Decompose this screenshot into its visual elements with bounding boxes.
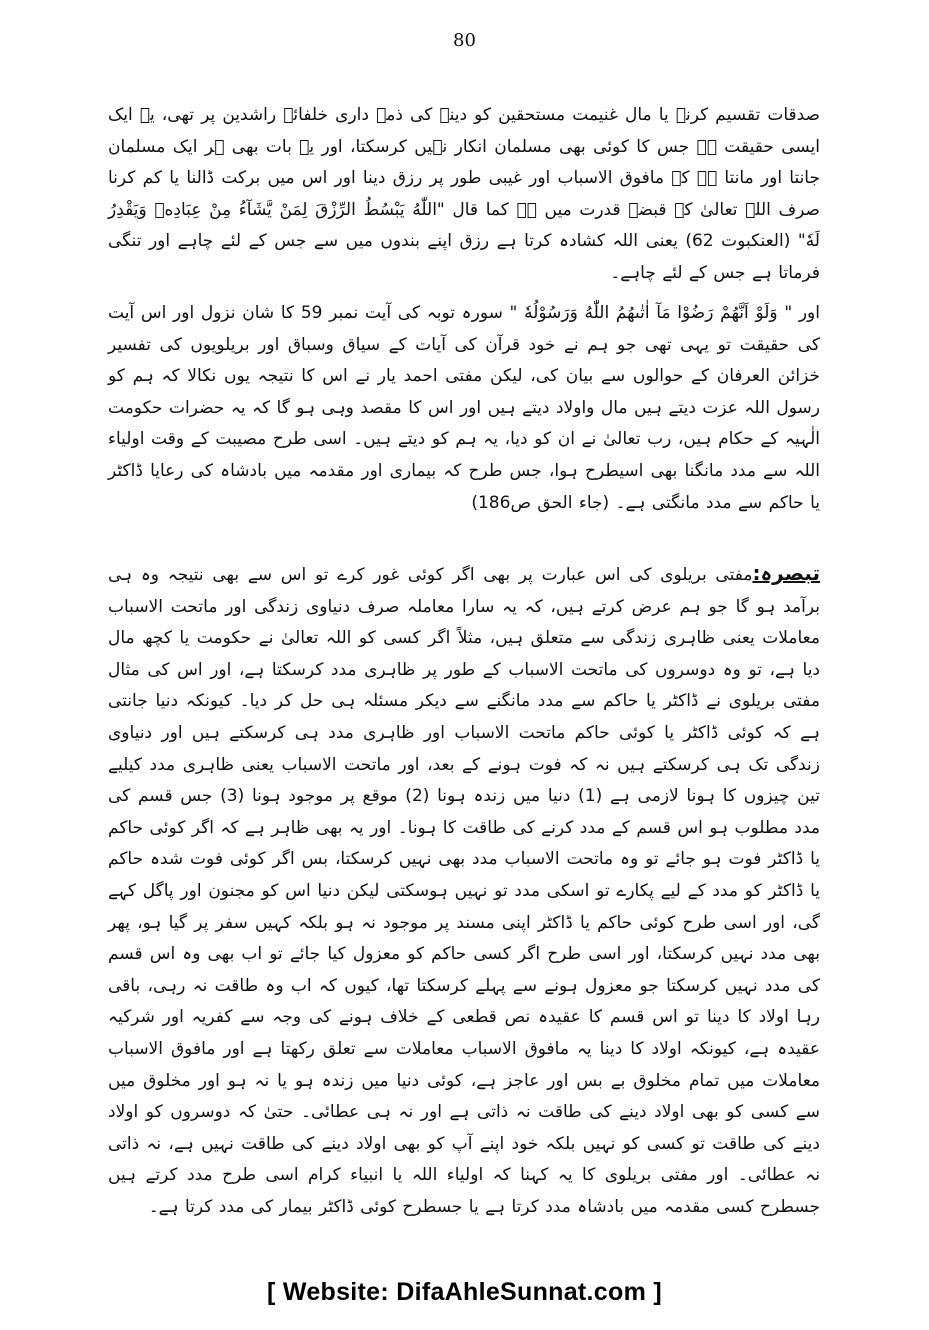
website-footer: [ Website: DifaAhleSunnat.com ] <box>267 1278 662 1306</box>
paragraph-body <box>108 558 820 1223</box>
tabsira-label: تبصرہ: <box>752 561 820 585</box>
page-number: 80 <box>453 30 476 51</box>
paragraph-tabsira <box>108 558 820 1223</box>
paragraph-surah-tawbah <box>108 298 820 519</box>
paragraph-sadaqat <box>108 100 820 290</box>
paragraph-text: اور " وَلَوْ اَنَّهُمْ رَضُوْا مَآ اٰتٰىهُمُ اللّٰهُ وَرَسُوْلُهٗ " سورہ توبہ کی آیت نمبر 59 کا شان نزول اور اس آیت کی حقیقت تو یہی تھی جو ہم نے خود قرآن کی آیات کے سیاق وسباق اور بریلویوں کی تفسیر خزائن العرفان کے حوالوں سے بیان کی، لیکن مفتی احمد یار نے اس کا نتیجہ یوں نکالا کہ ہم کو رسول اللہ عزت دیتے ہیں مال واولاد دیتے ہیں اور اس کا مقصد وہی ہو گا کہ یہ حضرات حکومت الٰہیہ کے حکام ہیں، رب تعالیٰ نے ان کو دیا، یہ ہم کو دیتے ہیں۔ اسی طرح مصیبت کے وقت اولیاء اللہ سے مدد مانگنا بھی اسیطرح ہوا، جس طرح کہ بیماری اور مقدمہ میں بادشاہ کی رعایا ڈاکٹر یا حاکم سے مدد مانگتی ہے۔ (جاء الحق ص186) <box>108 303 820 513</box>
paragraph-text: مفتی بریلوی کی اس عبارت پر بھی اگر کوئی غور کرے تو اس سے بھی نتیجہ وہ ہی برآمد ہو گا جو ہم عرض کرتے ہیں، کہ یہ سارا معاملہ صرف دنیاوی زندگی اور ماتحت الاسباب معاملات یعنی ظاہری زندگی سے متعلق ہیں، مثلاً اگر کسی کو اللہ تعالیٰ نے حکومت یا کچھ مال دیا ہے، تو وہ دوسروں کی ماتحت الاسباب کے طور پر ظاہری مدد کرسکتا ہے، اور اس کی مثال مفتی بریلوی نے ڈاکٹر یا حاکم سے مدد مانگنے سے دیکر مسئلہ ہی حل کر دیا۔ کیونکہ دنیا جانتی ہے کہ کوئی ڈاکٹر یا کوئی حاکم ماتحت الاسباب اور ظاہری مدد ہی کرسکتے ہیں اور دنیاوی زندگی تک ہی کرسکتے ہیں نہ کہ فوت ہونے کے بعد، اور ماتحت الاسباب یعنی ظاہری مدد کیلیے تین چیزوں کا ہونا لازمی ہے (1) دنیا میں زندہ ہونا (2) موقع پر موجود ہونا (3) جس قسم کی مدد مطلوب ہو اس قسم کے مدد کرنے کی طاقت کا ہونا۔ اور یہ بھی ظاہر ہے کہ اگر کوئی حاکم یا ڈاکٹر فوت ہو جائے تو وہ ماتحت الاسباب مدد بھی نہیں کرسکتا، بس اگر کوئی فوت شدہ حاکم یا ڈاکٹر کو مدد کے لیے پکارے تو اسکی مدد تو نہیں ہوسکتی لیکن دنیا اس کو مجنون اور پاگل کہے گی، اور اسی طرح کوئی حاکم یا ڈاکٹر اپنی مسند پر موجود نہ ہو بلکہ کہیں سفر پر گیا ہو، پھر بھی مدد نہیں کرسکتا، اور اسی طرح اگر کسی حاکم کو معزول کیا جائے تو اب بھی وہ اس قسم کی مدد نہیں کرسکتا جو معزول ہونے سے پہلے کرسکتا تھا، کیوں کہ اب وہ طاقت نہ رہی، باقی رہا اولاد کا دینا تو اس قسم کا عقیدہ نص قطعی کے خلاف ہونے کی وجہ سے کفریہ اور شرکیہ عقیدہ ہے، کیونکہ اولاد کا دینا یہ مافوق الاسباب معاملات سے تعلق رکھتا ہے اور مافوق الاسباب معاملات میں تمام مخلوق بے بس اور عاجز ہے، کوئی دنیا میں زندہ ہو یا نہ ہو اور مخلوق میں سے کسی کو بھی اولاد دینے کی طاقت نہ ذاتی ہے اور نہ ہی عطائی۔ حتیٰ کہ دوسروں کو اولاد دینے کی طاقت تو کسی کو نہیں بلکہ خود اپنے آپ کو بھی اولاد دینے کی طاقت نہیں ہے، نہ ذاتی نہ عطائی۔ اور مفتی بریلوی کا یہ کہنا کہ اولیاء اللہ یا انبیاء کرام اسی طرح مدد کرتے ہیں جسطرح کسی مقدمہ میں بادشاہ مدد کرتا ہے یا جسطرح کوئی ڈاکٹر بیمار کی مدد کرتا ہے۔ <box>108 565 820 1217</box>
paragraph-text: صدقات تقسیم کرنے یا مال غنیمت مستحقین کو دینے کی ذمہ داری خلفائے راشدین پر تھی، یہ ایک ایسی حقیقت ہے جس کا کوئی بھی مسلمان انکار نہیں کرسکتا، اور یہ بات بھی ہر ایک مسلمان جانتا اور مانتا ہے کہ مافوق الاسباب اور غیبی طور پر رزق دینا اور اس میں برکت ڈالنا یا کم کرنا صرف اللہ تعالیٰ کے قبضہ قدرت میں ہے کما قال "اللّٰهُ يَبْسُطُ الرِّزْقَ لِمَنْ يَّشَآءُ مِنْ عِبَادِهٖ وَيَقْدِرُ لَهٗ" (العنکبوت 62) یعنی اللہ کشادہ کرتا ہے رزق اپنے بندوں میں سے جس کے لئے چاہے اور تنگی فرماتا ہے جس کے لئے چاہے۔ <box>108 105 820 283</box>
